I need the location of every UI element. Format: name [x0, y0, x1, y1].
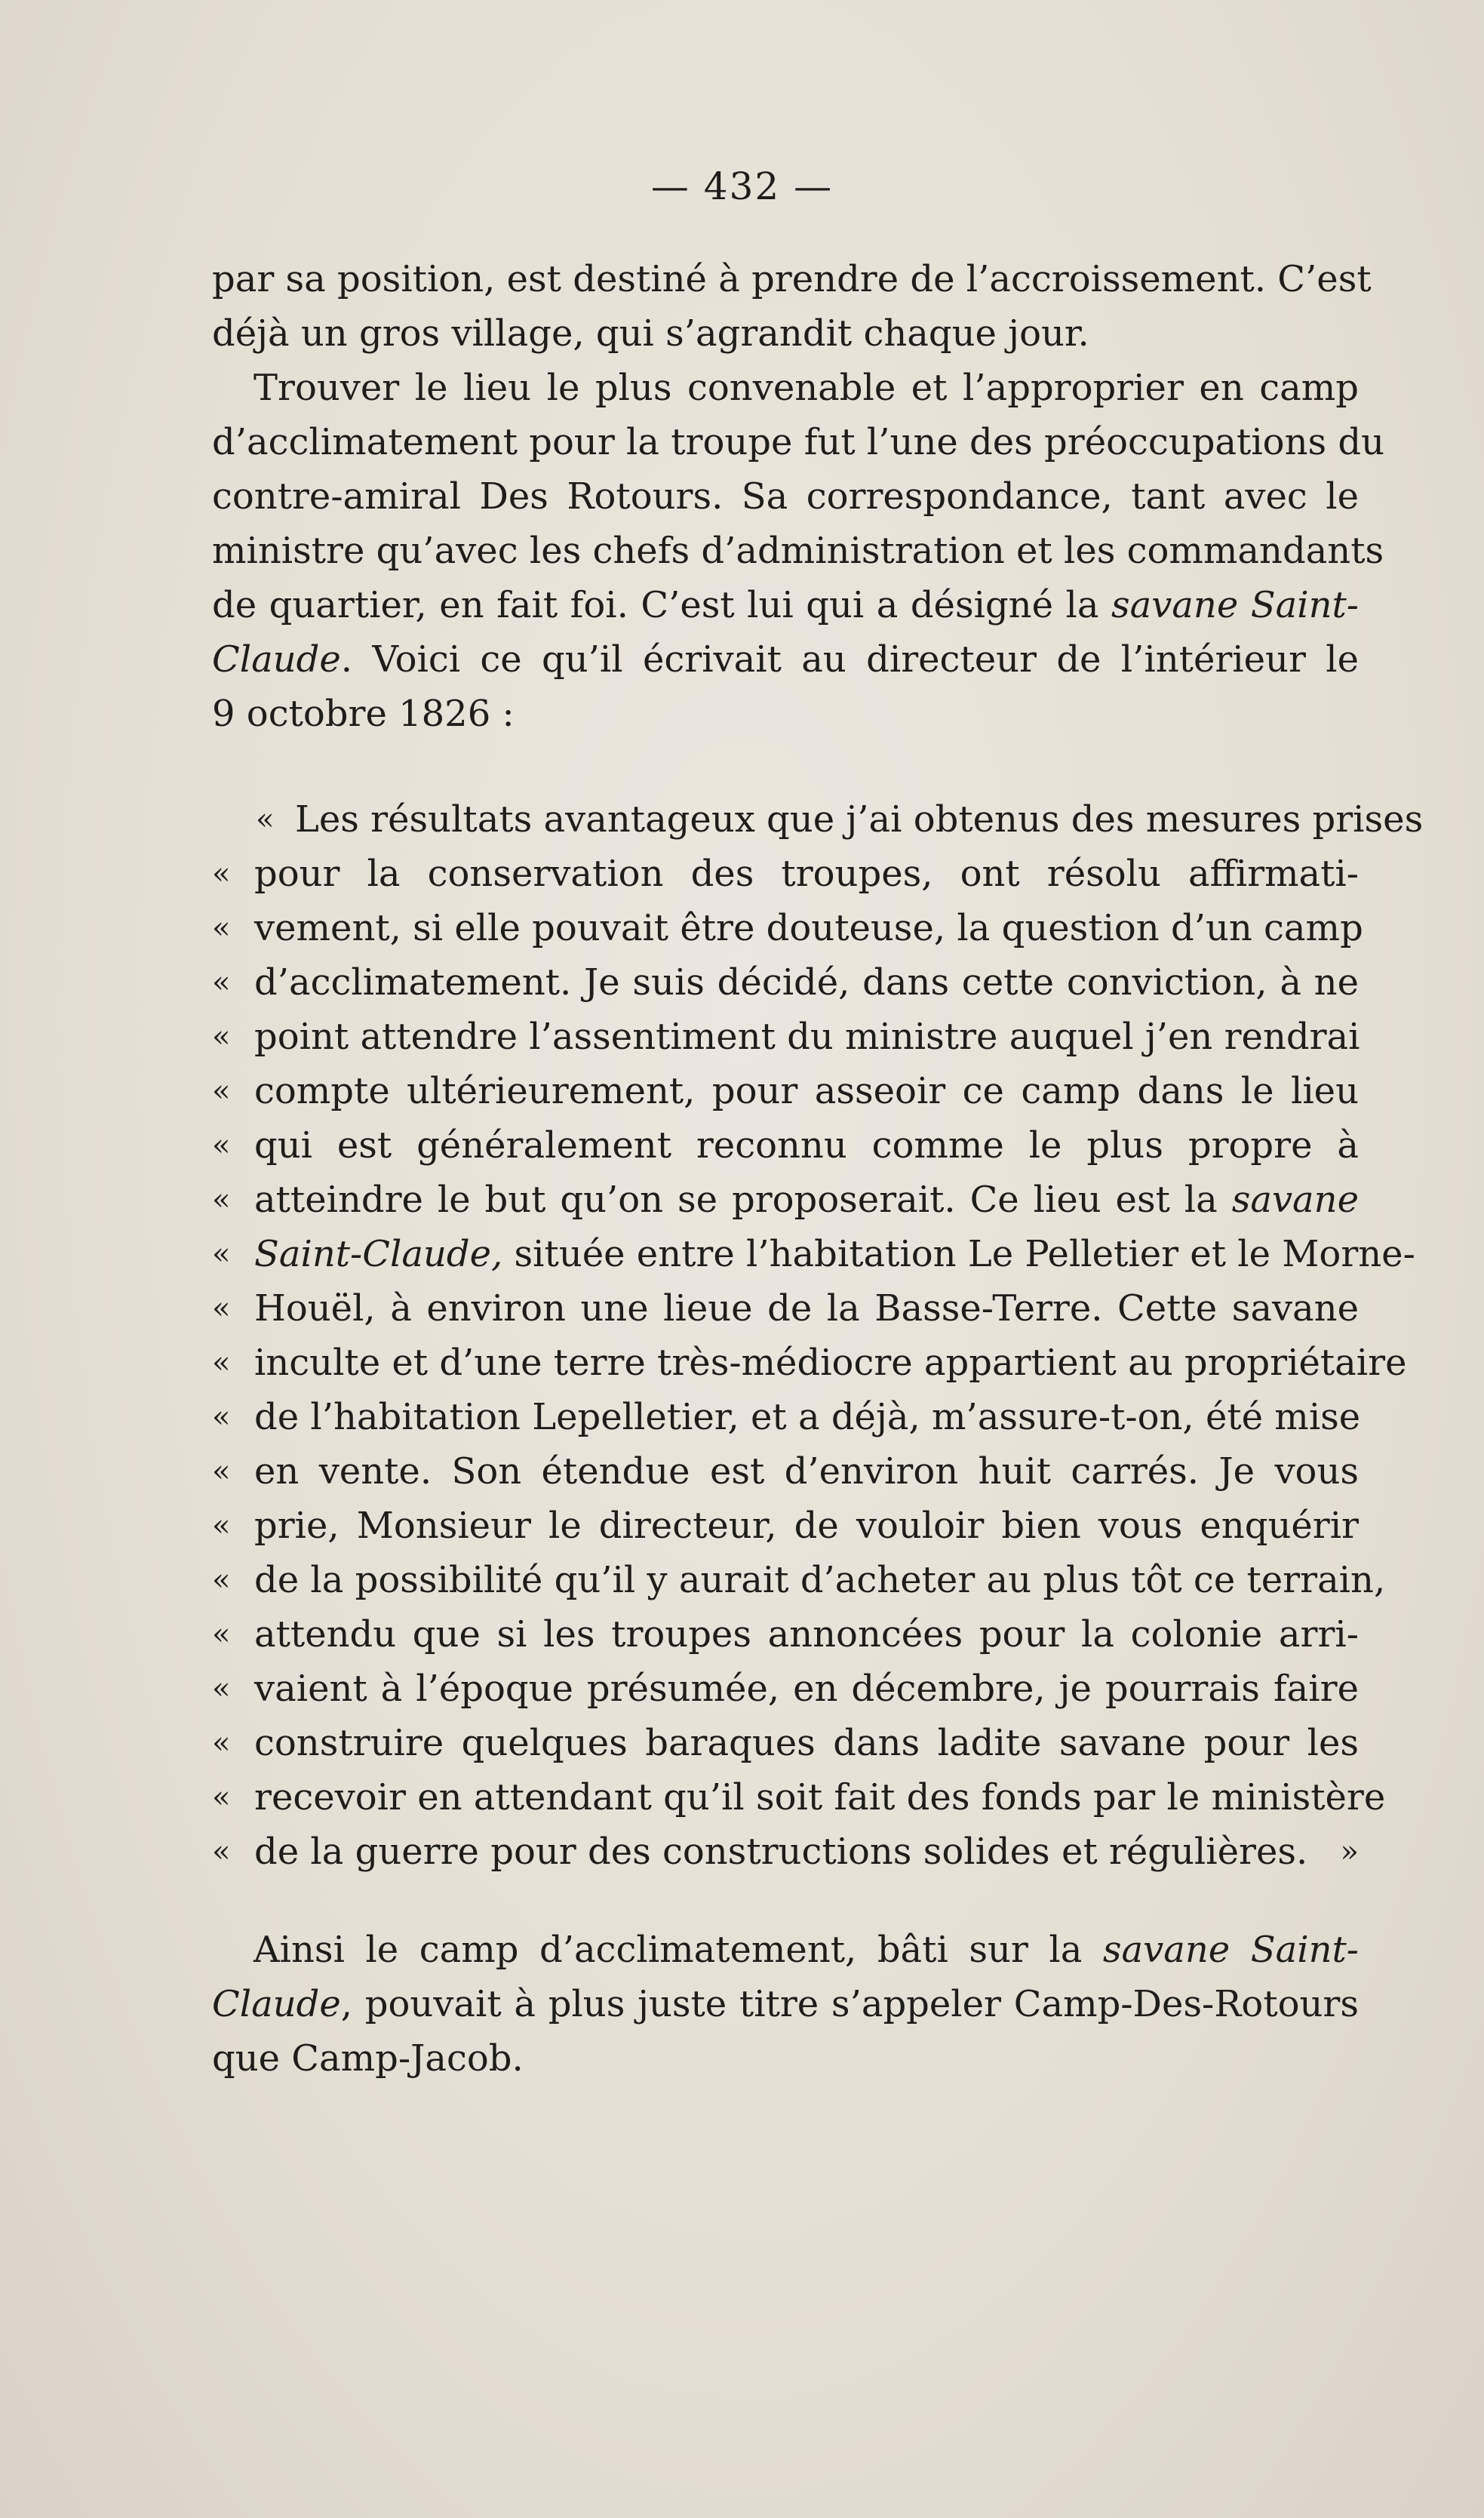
page-number: — 432 —: [650, 164, 834, 208]
quote-line: [212, 847, 1359, 900]
text-span: de quartier, en fait foi. C’est lui qui a désigné la: [212, 584, 1111, 626]
guillemet-open: «: [212, 1400, 231, 1434]
text-span: , pouvait à plus juste titre s’appeler Camp-Des-Rotours: [340, 1983, 1359, 2025]
text-line: [212, 579, 1359, 632]
text-span: atteindre le but qu’on se proposerait. Ce lieu est la: [254, 1179, 1232, 1221]
quote-text: construire quelques baraques dans ladite savane pour les: [254, 1722, 1359, 1764]
quote-text: vement, si elle pouvait être douteuse, la question d’un camp: [254, 907, 1363, 949]
quote-text: recevoir en attendant qu’il soit fait des fonds par le ministère: [254, 1776, 1386, 1819]
quote-text: point attendre l’assentiment du ministre auquel j’en rendrai: [254, 1016, 1360, 1058]
text-line: 9 octobre 1826 :: [212, 693, 515, 735]
guillemet-open: «: [212, 1563, 231, 1597]
quote-line: [212, 1336, 1407, 1389]
guillemet-open: «: [212, 911, 231, 945]
quote-line: [212, 1771, 1386, 1824]
quote-line: [212, 1065, 1359, 1118]
quote-text: d’acclimatement. Je suis décidé, dans cette conviction, à ne: [254, 961, 1359, 1004]
italic-term: savane Saint-: [1111, 584, 1359, 626]
quote-text: Houël, à environ une lieue de la Basse-Terre. Cette savane: [254, 1287, 1359, 1330]
quote-text: attendu que si les troupes annoncées pour la colonie arri-: [254, 1613, 1359, 1656]
quote-line: [212, 1119, 1359, 1172]
quote-text: prie, Monsieur le directeur, de vouloir bien vous enquérir: [254, 1505, 1359, 1547]
guillemet-open: «: [212, 1345, 231, 1380]
quote-line: [212, 1825, 1359, 1878]
quote-line: [212, 1282, 1359, 1335]
guillemet-open: «: [212, 965, 231, 1000]
guillemet-open: «: [212, 1074, 231, 1108]
quote-text: [254, 1228, 1415, 1281]
quote-text: de la possibilité qu’il y aurait d’acheter au plus tôt ce terrain,: [254, 1559, 1386, 1601]
guillemet-open: «: [212, 1726, 231, 1760]
guillemet-open: «: [212, 1019, 231, 1054]
quote-line: [212, 1554, 1386, 1606]
quote-line: [212, 1608, 1359, 1661]
quote-line: [212, 1228, 1415, 1281]
quote-text: de la guerre pour des constructions solides et régulières.: [254, 1831, 1308, 1873]
quote-line: [212, 1717, 1359, 1769]
quote-text: inculte et d’une terre très-médiocre appartient au propriétaire: [254, 1342, 1407, 1384]
guillemet-open: «: [212, 856, 231, 891]
guillemet-open: «: [212, 1780, 231, 1815]
text-line: déjà un gros village, qui s’agrandit chaque jour.: [212, 312, 1089, 355]
quote-text: Les résultats avantageux que j’ai obtenus des mesures prises: [295, 798, 1424, 841]
italic-term: Claude: [212, 638, 341, 681]
quote-text: qui est généralement reconnu comme le plus propre à: [254, 1124, 1359, 1167]
text-line: [212, 633, 1359, 686]
italic-term: Saint-Claude,: [254, 1233, 503, 1275]
guillemet-open: «: [212, 1291, 231, 1326]
guillemet-open: «: [212, 1617, 231, 1652]
quote-line: [212, 1391, 1359, 1443]
text-line: ministre qu’avec les chefs d’administration et les commandants: [212, 530, 1384, 572]
quote-text: [254, 1173, 1359, 1226]
text-line: [212, 1978, 1359, 2031]
guillemet-open: «: [212, 1834, 231, 1869]
text-line: Trouver le lieu le plus convenable et l’approprier en camp: [253, 367, 1359, 409]
guillemet-close: »: [1340, 1834, 1359, 1869]
italic-term: savane Saint-: [1102, 1929, 1359, 1971]
guillemet-open: «: [212, 1128, 231, 1163]
quote-text: vaient à l’époque présumée, en décembre, je pourrais faire: [254, 1668, 1359, 1710]
quote-line: [212, 1499, 1359, 1552]
italic-term: Claude: [212, 1983, 341, 2025]
quote-text: pour la conservation des troupes, ont résolu affirmati-: [254, 853, 1359, 895]
guillemet-open: «: [212, 1237, 231, 1271]
guillemet-open: «: [212, 1671, 231, 1706]
text-line: d’acclimatement pour la troupe fut l’une des préoccupations du: [212, 421, 1385, 463]
guillemet-open: «: [212, 1454, 231, 1489]
text-span: Ainsi le camp d’acclimatement, bâti sur la: [253, 1929, 1103, 1971]
quote-line: [212, 956, 1359, 1009]
text-line: contre-amiral Des Rotours. Sa correspondance, tant avec le: [212, 475, 1359, 518]
quote-line: [212, 793, 1424, 846]
quote-line: [212, 1445, 1359, 1498]
text-span: située entre l’habitation Le Pelletier et le Morne-: [502, 1233, 1415, 1275]
quote-text: en vente. Son étendue est d’environ huit carrés. Je vous: [254, 1450, 1359, 1493]
text-line: que Camp-Jacob.: [212, 2037, 524, 2080]
quote-line: [212, 1010, 1359, 1063]
quote-line: [212, 902, 1363, 955]
quote-line: [212, 1662, 1359, 1715]
quote-line: [212, 1173, 1359, 1226]
italic-term: savane: [1231, 1179, 1359, 1221]
guillemet-open: «: [212, 1182, 231, 1217]
text-span: . Voici ce qu’il écrivait au directeur de l’intérieur le: [340, 638, 1359, 681]
quote-text: de l’habitation Lepelletier, et a déjà, m’assure-t-on, été mise: [254, 1396, 1361, 1438]
quote-text: compte ultérieurement, pour asseoir ce camp dans le lieu: [254, 1070, 1359, 1112]
text-line: [253, 1923, 1359, 1976]
guillemet-open: «: [212, 1508, 231, 1543]
text-line: par sa position, est destiné à prendre de l’accroissement. C’est: [212, 258, 1372, 300]
guillemet-open: «: [256, 802, 275, 837]
